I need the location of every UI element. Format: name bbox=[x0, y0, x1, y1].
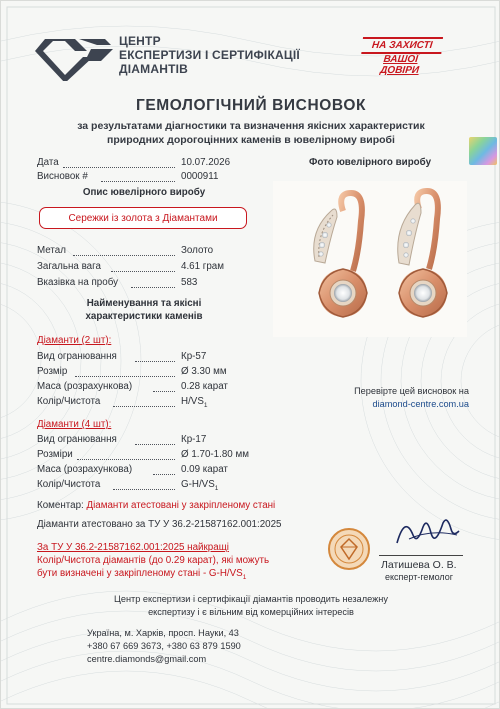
right-earring bbox=[398, 191, 447, 317]
comment bbox=[37, 500, 275, 511]
group2-cut-label: Вид огранювання bbox=[37, 434, 117, 445]
disclaimer bbox=[31, 593, 471, 619]
stamp-line-2: ВАШОЇ bbox=[382, 54, 419, 65]
certified-standard: Діаманти атестовано за ТУ У 36.2-21587162.001:2025 bbox=[37, 519, 282, 530]
signature-line bbox=[379, 555, 463, 556]
stamp-line-3: ДОВІРИ bbox=[379, 65, 420, 76]
group1-mass-value: 0.28 карат bbox=[181, 381, 228, 392]
official-seal-icon bbox=[327, 527, 371, 571]
handwritten-signature bbox=[391, 509, 463, 553]
document-title: ГЕМОЛОГІЧНИЙ ВИСНОВОК bbox=[135, 97, 367, 114]
hologram-sticker bbox=[469, 137, 497, 165]
group2-title: Діаманти (4 шт): bbox=[37, 419, 112, 430]
group2-cut-value: Кр-17 bbox=[181, 434, 207, 445]
disclaimer-line-1: Центр експертизи і сертифікації діамантів проводить незалежну bbox=[114, 594, 388, 604]
metal-value: Золото bbox=[181, 245, 214, 256]
conclusion-number-label: Висновок # bbox=[37, 171, 88, 182]
group1-size-label: Розмір bbox=[37, 366, 68, 377]
comment-text: Діаманти атестовані у закріпленому стані bbox=[86, 500, 276, 511]
stones-heading-line-2: характеристики каменів bbox=[85, 311, 203, 322]
slogan-stamp bbox=[359, 37, 443, 76]
product-description-box bbox=[39, 207, 247, 229]
contact-address: Україна, м. Харків, просп. Науки, 43 bbox=[87, 628, 239, 638]
photo-label: Фото ювелірного виробу bbox=[308, 157, 432, 168]
left-earring bbox=[314, 193, 367, 317]
disclaimer-line-2: експертизу і є вільним від комерційних інтересів bbox=[148, 607, 354, 617]
verify-note bbox=[301, 385, 469, 411]
contact-email[interactable]: centre.diamonds@gmail.com bbox=[87, 654, 207, 664]
note-line-1: За ТУ У 36.2-21587162.001:2025 найкращі bbox=[37, 542, 229, 553]
product-description: Сережки із золота з Діамантами bbox=[68, 212, 218, 224]
standard-note bbox=[37, 541, 269, 584]
group1-cut-value: Кр-57 bbox=[181, 351, 207, 362]
group2-size-label: Розміри bbox=[37, 449, 73, 460]
signer-name: Латишева О. В. bbox=[381, 559, 457, 571]
product-heading: Опис ювелірного виробу bbox=[82, 187, 206, 198]
verify-line-1: Перевірте цей висновок на bbox=[354, 386, 469, 396]
group1-size-value: Ø 3.30 мм bbox=[181, 366, 227, 377]
stamp-line-1: НА ЗАХИСТІ bbox=[361, 37, 443, 54]
organization-name bbox=[119, 34, 300, 76]
fineness-value: 583 bbox=[181, 277, 198, 288]
weight-value: 4.61 грам bbox=[181, 261, 224, 272]
group2-size-value: Ø 1.70-1.80 мм bbox=[181, 449, 249, 460]
group2-color-value: $G-H/VS_1$ bbox=[181, 479, 219, 492]
note-line-3: бути визначені у закріпленому стані - $G-H/VS_1$ bbox=[37, 568, 247, 581]
earrings-photo bbox=[273, 181, 467, 337]
stones-heading-line-1: Найменування та якісні bbox=[86, 298, 202, 309]
comment-label: Коментар: bbox=[37, 500, 84, 511]
stones-heading bbox=[37, 297, 251, 323]
group2-mass-value: 0.09 карат bbox=[181, 464, 228, 475]
group2-mass-label: Маса (розрахункова) bbox=[37, 464, 133, 475]
signer-role: експерт-гемолог bbox=[385, 572, 454, 582]
weight-label: Загальна вага bbox=[37, 261, 101, 272]
fineness-label: Вказівка на пробу bbox=[37, 277, 118, 288]
date-value: 10.07.2026 bbox=[181, 157, 231, 168]
verify-website-link[interactable]: diamond-centre.com.ua bbox=[372, 399, 469, 409]
org-line-2: ЕКСПЕРТИЗИ І СЕРТИФІКАЦІЇ bbox=[119, 48, 300, 62]
org-line-1: ЦЕНТР bbox=[119, 34, 161, 48]
contacts bbox=[87, 627, 241, 666]
diamond-logo-icon bbox=[35, 31, 113, 81]
group1-color-label: Колір/Чистота bbox=[37, 396, 101, 407]
note-line-2: Колір/Чистота діамантів (до 0.29 карат), які можуть bbox=[37, 555, 270, 566]
org-line-3: ДІАМАНТІВ bbox=[119, 62, 189, 76]
conclusion-number-value: 0000911 bbox=[181, 171, 219, 182]
group1-cut-label: Вид огранювання bbox=[37, 351, 117, 362]
document-subtitle bbox=[31, 119, 471, 147]
subtitle-line-1: за результатами діагностики та визначення якісних характеристик bbox=[77, 120, 425, 132]
group1-title: Діаманти (2 шт): bbox=[37, 335, 112, 346]
metal-label: Метал bbox=[37, 245, 66, 256]
subtitle-line-2: природних дорогоцінних каменів в ювелірному виробі bbox=[107, 134, 395, 146]
group2-color-label: Колір/Чистота bbox=[37, 479, 101, 490]
group1-color-value: $H/VS_1$ bbox=[181, 396, 208, 409]
date-label: Дата bbox=[37, 157, 59, 168]
contact-phones[interactable]: +380 67 669 3673, +380 63 879 1590 bbox=[87, 641, 241, 651]
group1-mass-label: Маса (розрахункова) bbox=[37, 381, 133, 392]
